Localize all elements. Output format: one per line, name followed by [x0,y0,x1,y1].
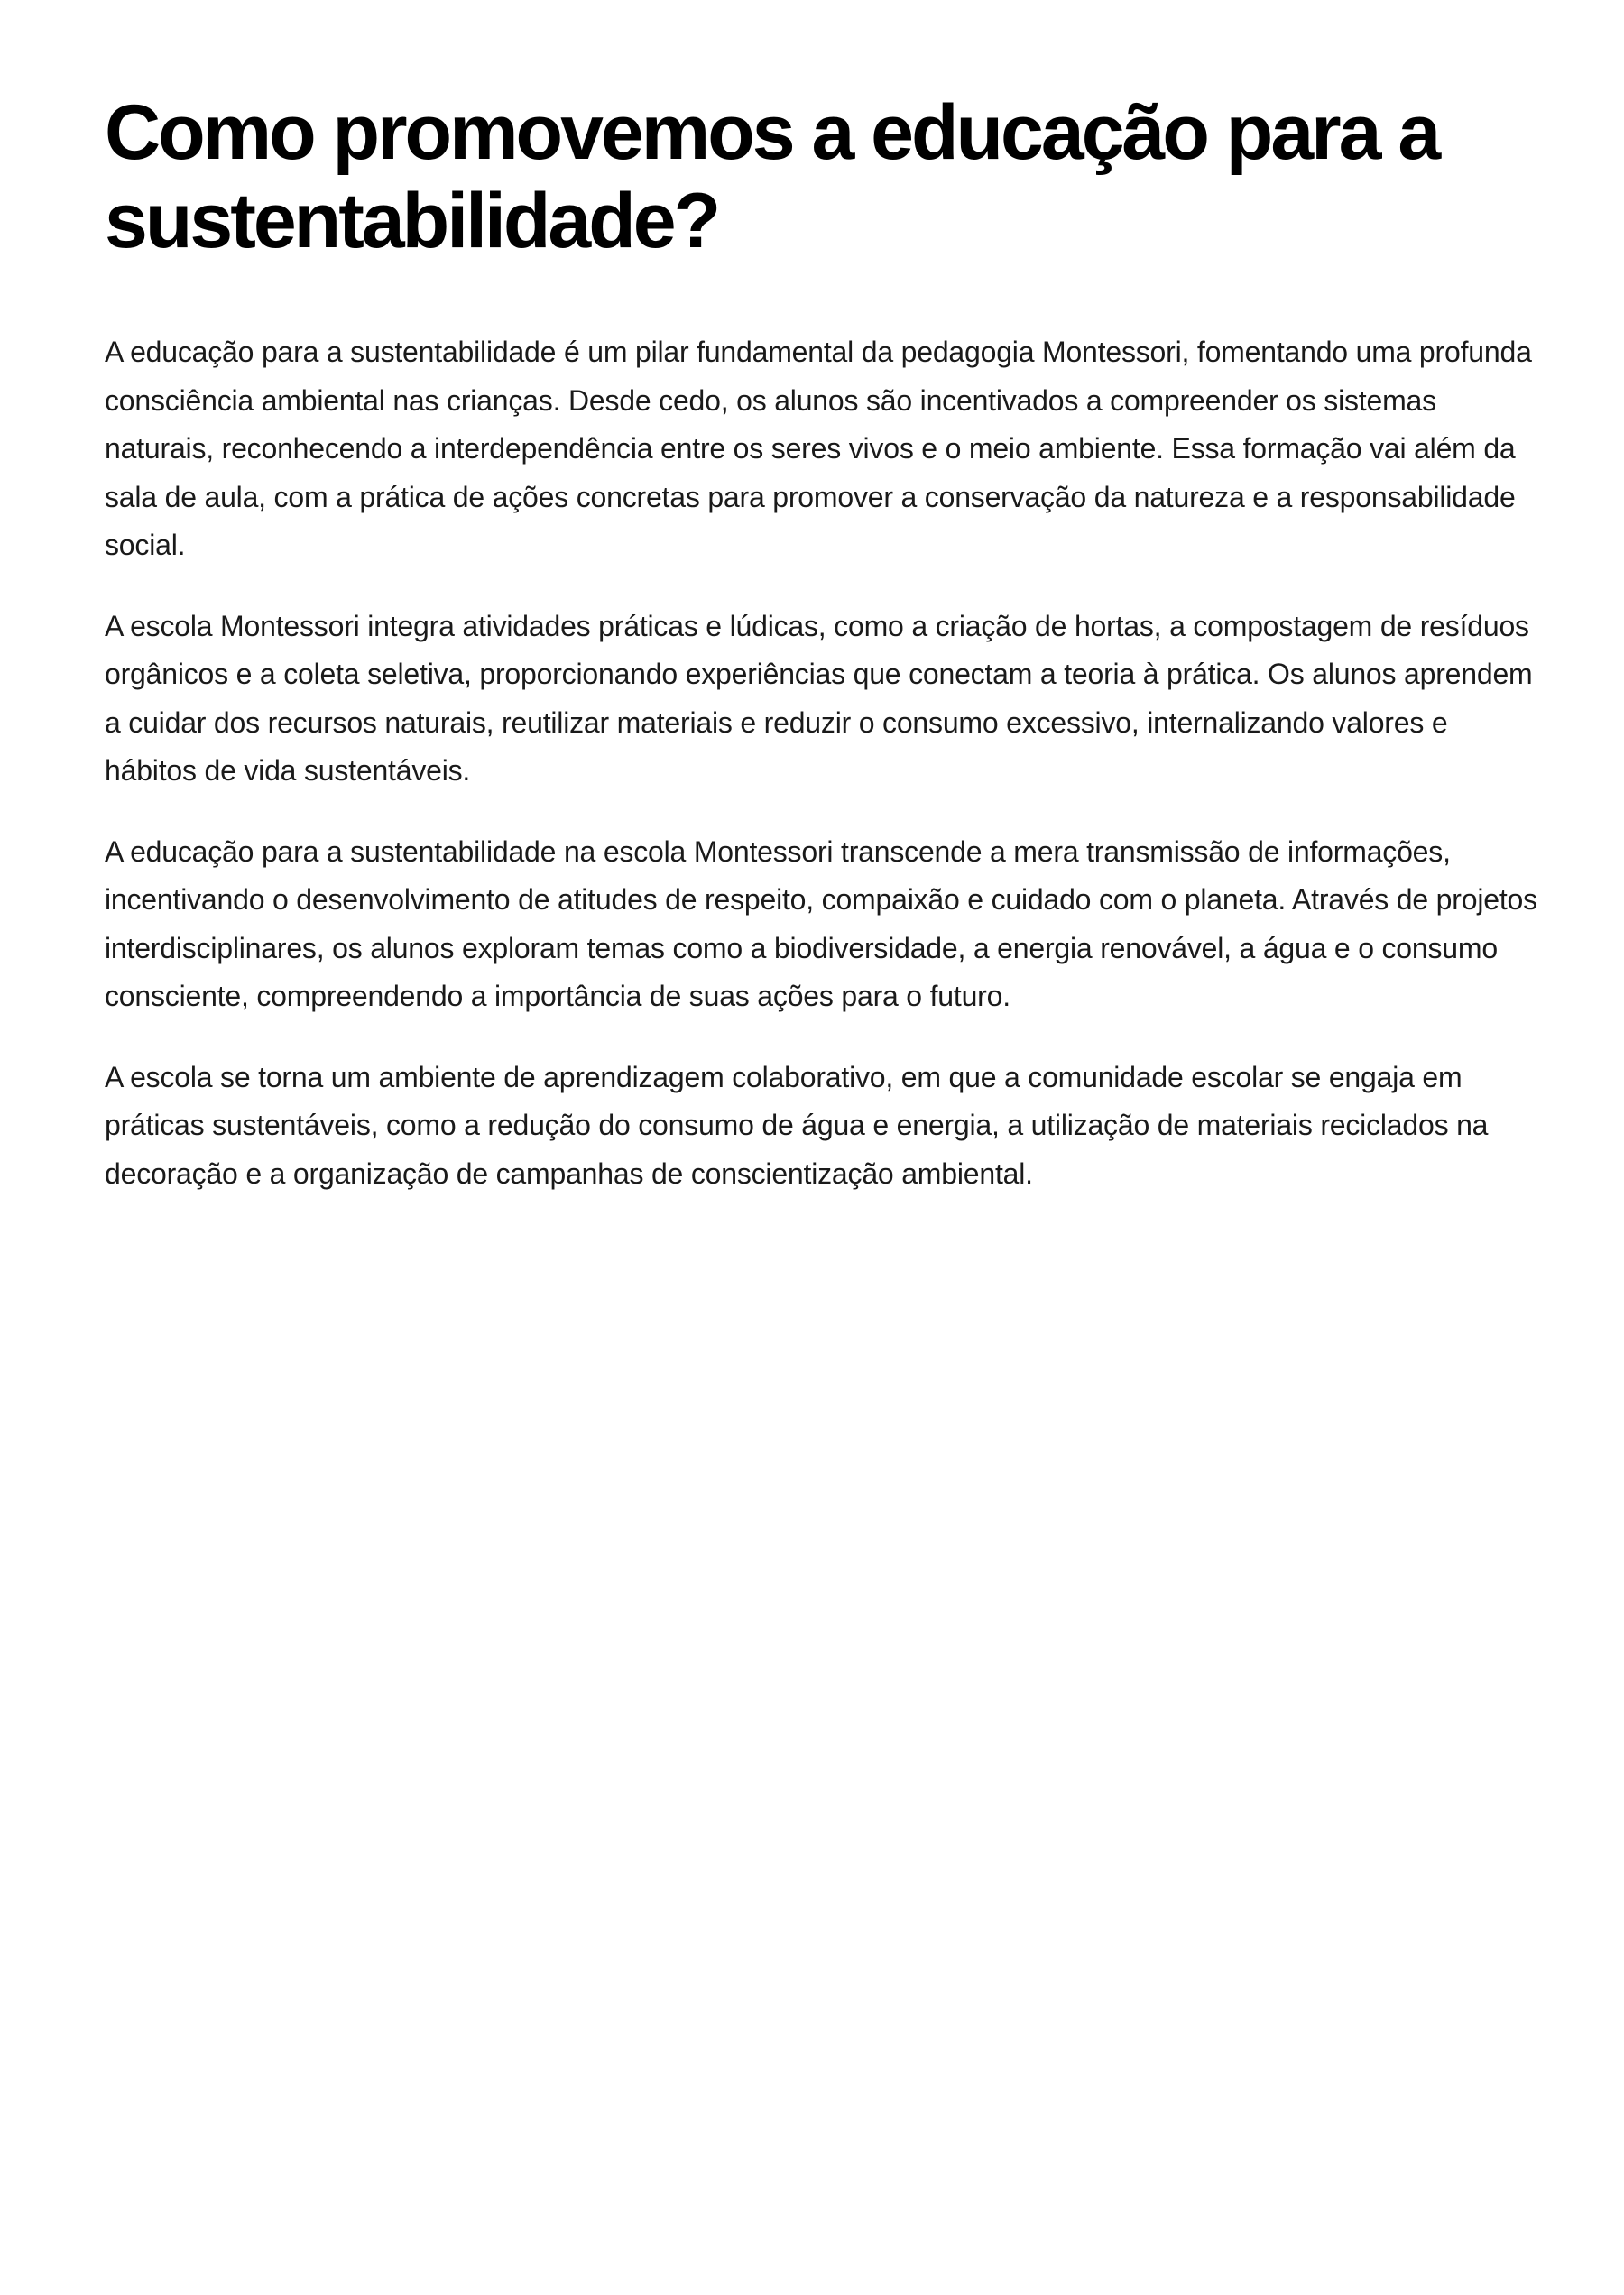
paragraph-3: A educação para a sustentabilidade na escola Montessori transcende a mera transmissão de informações, incentivando o desenvolvimento de atitudes de respeito, compaixão e cuidado com o planeta. Através de projetos interdisciplinares, os alunos exploram temas como a biodiversidade, a energia renovável, a água e o consumo consciente, compreendendo a importância de suas ações para o futuro. [105,834,1537,1012]
paragraph-1: A educação para a sustentabilidade é um pilar fundamental da pedagogia Montessori, fomentando uma profunda consciência ambiental nas crianças. Desde cedo, os alunos são incentivados a compreender os sistemas naturais, reconhecendo a interdependência entre os seres vivos e o meio ambiente. Essa formação vai além da sala de aula, com a prática de ações concretas para promover a conservação da natureza e a responsabilidade social. [105,336,1532,561]
page-title: Como promovemos a educação para a sustentabilidade? [105,89,1439,264]
paragraph-2: A escola Montessori integra atividades práticas e lúdicas, como a criação de hortas, a compostagem de resíduos orgânicos e a coleta seletiva, proporcionando experiências que conectam a teoria à prática. Os alunos aprendem a cuidar dos recursos naturais, reutilizar materiais e reduzir o consumo excessivo, internalizando valores e hábitos de vida sustentáveis. [105,609,1533,787]
document-page [105,88,1539,1230]
paragraph-4: A escola se torna um ambiente de aprendizagem colaborativo, em que a comunidade escolar se engaja em práticas sustentáveis, como a redução do consumo de água e energia, a utilização de materiais reciclados na decoração e a organização de campanhas de conscientização ambiental. [105,1060,1489,1190]
article-body [105,328,1539,1198]
